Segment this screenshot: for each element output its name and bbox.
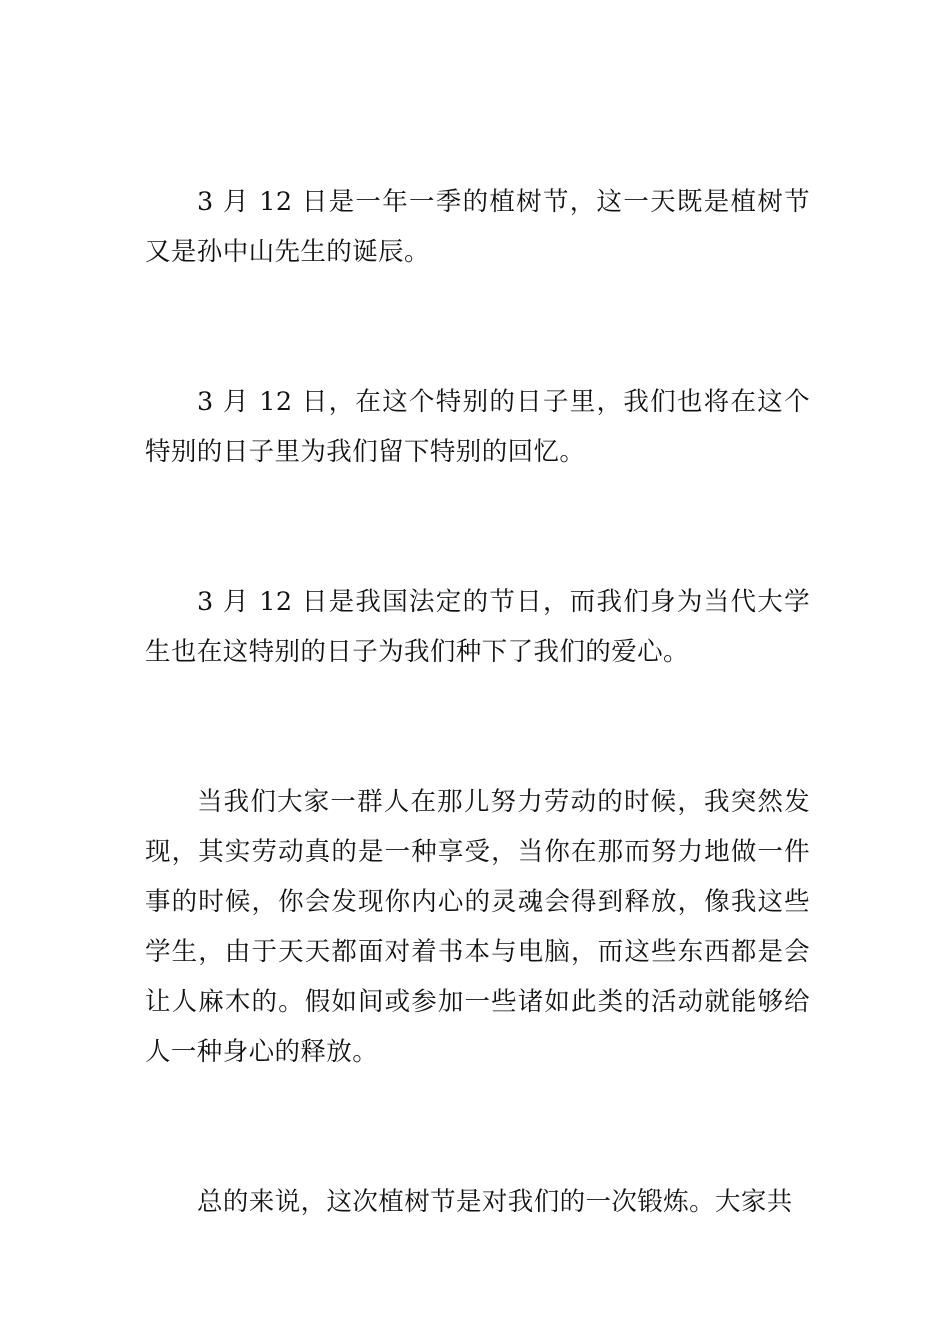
paragraph-arbor-day-intro: 3 月 12 日是一年一季的植树节，这一天既是植树节又是孙中山先生的诞辰。 [145, 187, 810, 267]
paragraph-planting-love: 3 月 12 日是我国法定的节日，而我们身为当代大学生也在这特别的日子为我们种下了我们的爱心。 [145, 587, 810, 667]
paragraph-special-day-memory: 3 月 12 日，在这个特别的日子里，我们也将在这个特别的日子里为我们留下特别的回忆。 [145, 387, 810, 467]
paragraph-summary: 总的来说，这次植树节是对我们的一次锻炼。大家共 [197, 1187, 793, 1217]
paragraph-labor-enjoyment: 当我们大家一群人在那儿努力劳动的时候，我突然发现，其实劳动真的是一种享受，当你在那而努力地做一件事的时候，你会发现你内心的灵魂会得到释放，像我这些学生，由于天天都面对着书本与电脑，而这些东西都是会让人麻木的。假如间或参加一些诸如此类的活动就能够给人一种身心的释放。 [145, 787, 810, 1067]
